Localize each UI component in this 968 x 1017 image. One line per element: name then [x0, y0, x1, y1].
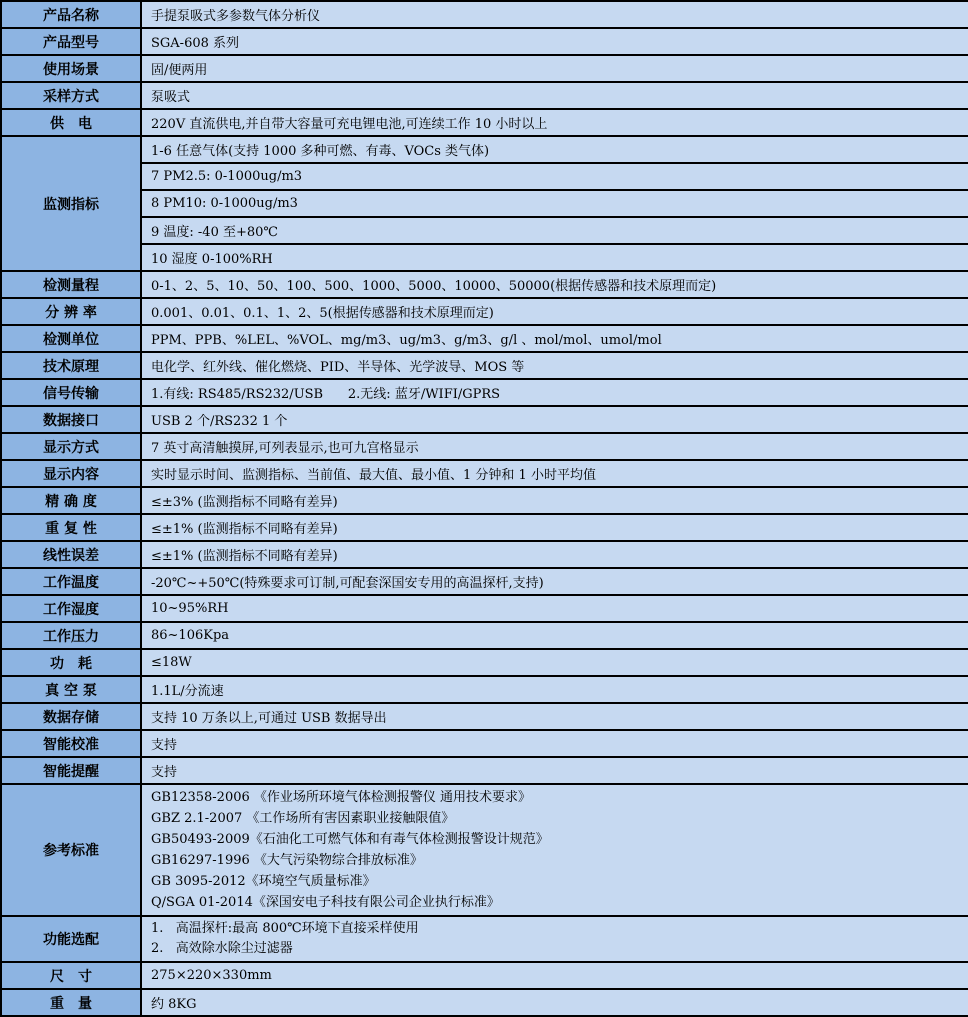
row-label-working-humidity: 工作湿度 — [1, 595, 141, 622]
spec-row-detection-range — [1, 271, 968, 298]
row-label-vacuum-pump: 真 空 泵 — [1, 676, 141, 703]
row-value-product-model: SGA-608 系列 — [141, 28, 968, 55]
value-line: 1. 高温探杆:最高 800℃环境下直接采样使用 — [151, 921, 419, 936]
spec-row-smart-calibration — [1, 730, 968, 757]
row-value-tech-principle: 电化学、红外线、催化燃烧、PID、半导体、光学波导、MOS 等 — [141, 352, 968, 379]
spec-row-data-storage — [1, 703, 968, 730]
row-value-display-content: 实时显示时间、监测指标、当前值、最大值、最小值、1 分钟和 1 小时平均值 — [141, 460, 968, 487]
spec-row-product-name — [1, 1, 968, 28]
row-value-smart-reminder: 支持 — [141, 757, 968, 784]
spec-row-monitor-indicators-1 — [1, 163, 968, 190]
row-label-working-pressure: 工作压力 — [1, 622, 141, 649]
spec-row-working-pressure — [1, 622, 968, 649]
spec-row-power-consumption — [1, 649, 968, 676]
value-line: 2. 高效除水除尘过滤器 — [151, 941, 293, 956]
row-value-monitor-indicators-2: 8 PM10: 0-1000ug/m3 — [141, 190, 968, 217]
spec-row-reference-standards — [1, 784, 968, 916]
row-label-repeatability: 重 复 性 — [1, 514, 141, 541]
row-value-power-consumption: ≤18W — [141, 649, 968, 676]
spec-row-working-temp — [1, 568, 968, 595]
row-label-smart-reminder: 智能提醒 — [1, 757, 141, 784]
spec-table-body — [1, 1, 968, 1016]
spec-row-vacuum-pump — [1, 676, 968, 703]
row-label-power-consumption: 功 耗 — [1, 649, 141, 676]
spec-row-optional-functions — [1, 916, 968, 962]
spec-row-signal-transmission — [1, 379, 968, 406]
row-label-sampling-method: 采样方式 — [1, 82, 141, 109]
row-label-working-temp: 工作温度 — [1, 568, 141, 595]
value-line: GB12358-2006 《作业场所环境气体检测报警仪 通用技术要求》 — [151, 790, 532, 805]
spec-row-monitor-indicators-4 — [1, 244, 968, 271]
row-label-display-mode: 显示方式 — [1, 433, 141, 460]
spec-row-usage-scenario — [1, 55, 968, 82]
spec-row-sampling-method — [1, 82, 968, 109]
value-line: GB 3095-2012《环境空气质量标准》 — [151, 874, 376, 889]
spec-row-accuracy — [1, 487, 968, 514]
spec-row-weight — [1, 989, 968, 1016]
row-value-smart-calibration: 支持 — [141, 730, 968, 757]
row-value-monitor-indicators-1: 7 PM2.5: 0-1000ug/m3 — [141, 163, 968, 190]
row-label-data-storage: 数据存储 — [1, 703, 141, 730]
row-value-dimensions: 275×220×330mm — [141, 962, 968, 989]
row-label-data-interface: 数据接口 — [1, 406, 141, 433]
spec-row-monitor-indicators-3 — [1, 217, 968, 244]
row-label-linearity-error: 线性误差 — [1, 541, 141, 568]
row-label-tech-principle: 技术原理 — [1, 352, 141, 379]
row-label-usage-scenario: 使用场景 — [1, 55, 141, 82]
row-value-monitor-indicators-4: 10 湿度 0-100%RH — [141, 244, 968, 271]
row-value-working-humidity: 10~95%RH — [141, 595, 968, 622]
row-value-reference-standards — [141, 784, 968, 916]
row-label-signal-transmission: 信号传输 — [1, 379, 141, 406]
row-value-optional-functions — [141, 916, 968, 962]
row-label-detection-range: 检测量程 — [1, 271, 141, 298]
row-value-repeatability: ≤±1% (监测指标不同略有差异) — [141, 514, 968, 541]
row-value-sampling-method: 泵吸式 — [141, 82, 968, 109]
row-value-display-mode: 7 英寸高清触摸屏,可列表显示,也可九宫格显示 — [141, 433, 968, 460]
spec-row-resolution — [1, 298, 968, 325]
row-value-weight: 约 8KG — [141, 989, 968, 1016]
value-line: GBZ 2.1-2007 《工作场所有害因素职业接触限值》 — [151, 811, 455, 826]
spec-row-monitor-indicators-2 — [1, 190, 968, 217]
row-value-power-supply: 220V 直流供电,并自带大容量可充电锂电池,可连续工作 10 小时以上 — [141, 109, 968, 136]
spec-row-detection-unit — [1, 325, 968, 352]
row-label-smart-calibration: 智能校准 — [1, 730, 141, 757]
row-value-monitor-indicators-3: 9 温度: -40 至+80℃ — [141, 217, 968, 244]
row-value-detection-range: 0-1、2、5、10、50、100、500、1000、5000、10000、50000(根据传感器和技术原理而定) — [141, 271, 968, 298]
value-line: GB50493-2009《石油化工可燃气体和有毒气体检测报警设计规范》 — [151, 832, 549, 847]
spec-row-monitor-indicators-0 — [1, 136, 968, 163]
row-label-optional-functions: 功能选配 — [1, 916, 141, 962]
spec-row-linearity-error — [1, 541, 968, 568]
row-value-linearity-error: ≤±1% (监测指标不同略有差异) — [141, 541, 968, 568]
spec-row-power-supply — [1, 109, 968, 136]
spec-row-display-content — [1, 460, 968, 487]
row-value-data-storage: 支持 10 万条以上,可通过 USB 数据导出 — [141, 703, 968, 730]
spec-row-data-interface — [1, 406, 968, 433]
spec-row-repeatability — [1, 514, 968, 541]
row-value-working-temp: -20℃~+50℃(特殊要求可订制,可配套深国安专用的高温探杆,支持) — [141, 568, 968, 595]
row-label-dimensions: 尺 寸 — [1, 962, 141, 989]
row-label-product-model: 产品型号 — [1, 28, 141, 55]
value-line: GB16297-1996 《大气污染物综合排放标准》 — [151, 853, 423, 868]
row-label-weight: 重 量 — [1, 989, 141, 1016]
row-value-data-interface: USB 2 个/RS232 1 个 — [141, 406, 968, 433]
row-value-usage-scenario: 固/便两用 — [141, 55, 968, 82]
row-label-resolution: 分 辨 率 — [1, 298, 141, 325]
row-value-detection-unit: PPM、PPB、%LEL、%VOL、mg/m3、ug/m3、g/m3、g/l 、mol/mol、umol/mol — [141, 325, 968, 352]
spec-row-display-mode — [1, 433, 968, 460]
row-value-product-name: 手提泵吸式多参数气体分析仪 — [141, 1, 968, 28]
row-value-resolution: 0.001、0.01、0.1、1、2、5(根据传感器和技术原理而定) — [141, 298, 968, 325]
row-label-power-supply: 供 电 — [1, 109, 141, 136]
spec-row-tech-principle — [1, 352, 968, 379]
spec-row-dimensions — [1, 962, 968, 989]
value-line: Q/SGA 01-2014《深国安电子科技有限公司企业执行标准》 — [151, 895, 500, 910]
row-value-signal-transmission: 1.有线: RS485/RS232/USB 2.无线: 蓝牙/WIFI/GPRS — [141, 379, 968, 406]
row-label-product-name: 产品名称 — [1, 1, 141, 28]
row-label-reference-standards: 参考标准 — [1, 784, 141, 916]
row-label-monitor-indicators: 监测指标 — [1, 136, 141, 271]
row-label-detection-unit: 检测单位 — [1, 325, 141, 352]
row-value-accuracy: ≤±3% (监测指标不同略有差异) — [141, 487, 968, 514]
spec-row-product-model — [1, 28, 968, 55]
row-label-accuracy: 精 确 度 — [1, 487, 141, 514]
row-value-monitor-indicators-0: 1-6 任意气体(支持 1000 多种可燃、有毒、VOCs 类气体) — [141, 136, 968, 163]
row-value-vacuum-pump: 1.1L/分流速 — [141, 676, 968, 703]
row-label-display-content: 显示内容 — [1, 460, 141, 487]
spec-row-smart-reminder — [1, 757, 968, 784]
spec-row-working-humidity — [1, 595, 968, 622]
row-value-working-pressure: 86~106Kpa — [141, 622, 968, 649]
